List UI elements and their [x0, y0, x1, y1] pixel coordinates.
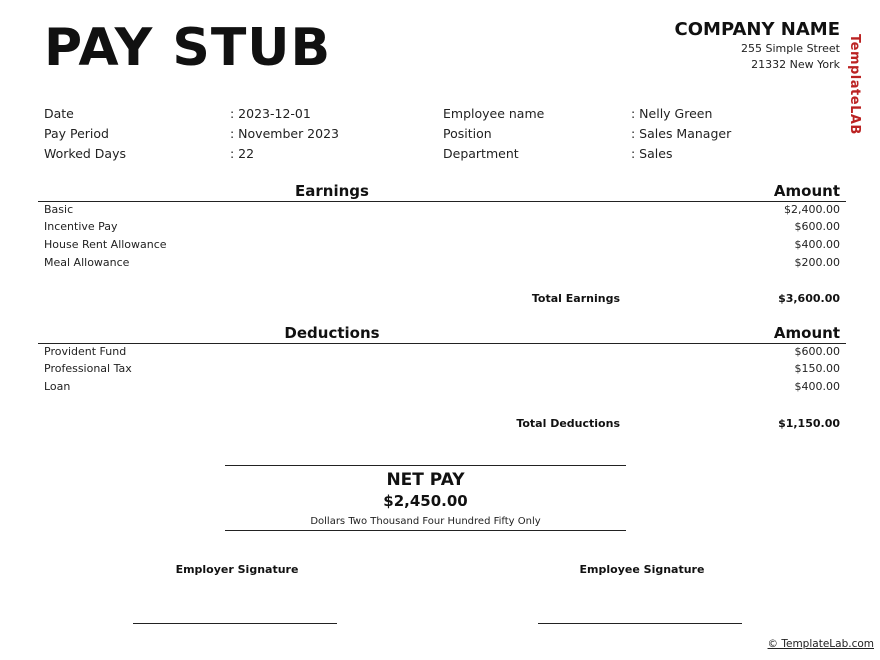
- earning-amount: $600.00: [794, 220, 840, 233]
- deduction-row: [44, 378, 840, 396]
- company-block: [675, 19, 840, 73]
- deduction-desc: Provident Fund: [44, 345, 127, 358]
- earning-desc: Basic: [44, 203, 74, 216]
- info-label: Position: [443, 126, 492, 141]
- total-deductions-value: $1,150.00: [778, 417, 840, 430]
- info-label: Date: [44, 106, 74, 121]
- info-value: : Nelly Green: [631, 106, 713, 121]
- earning-row: [44, 218, 840, 236]
- earning-desc: Meal Allowance: [44, 256, 130, 269]
- net-pay-bottom-rule: [225, 530, 626, 531]
- info-label: Pay Period: [44, 126, 109, 141]
- employee-signature-label: Employee Signature: [579, 563, 705, 576]
- total-earnings-row: [44, 290, 840, 308]
- net-pay-label: NET PAY: [386, 470, 465, 490]
- info-value: : 22: [230, 146, 255, 161]
- earning-desc: Incentive Pay: [44, 220, 118, 233]
- company-address-line1: 255 Simple Street: [741, 42, 840, 55]
- total-deductions-row: [44, 415, 840, 433]
- earnings-amount-header: Amount: [773, 182, 840, 200]
- total-deductions-label: Total Deductions: [516, 417, 620, 430]
- deductions-amount-header: Amount: [773, 324, 840, 342]
- earning-desc: House Rent Allowance: [44, 238, 167, 251]
- total-earnings-value: $3,600.00: [778, 292, 840, 305]
- deduction-row: [44, 343, 840, 361]
- company-name: COMPANY NAME: [674, 19, 840, 40]
- deduction-desc: Professional Tax: [44, 362, 132, 375]
- page-title: PAY STUB: [44, 18, 332, 78]
- copyright-link[interactable]: © TemplateLab.com: [767, 638, 874, 650]
- company-address-line2: 21332 New York: [751, 58, 840, 71]
- info-label: Employee name: [443, 106, 545, 121]
- info-value: : November 2023: [230, 126, 339, 141]
- employer-signature-label: Employer Signature: [175, 563, 299, 576]
- info-value: : Sales: [631, 146, 673, 161]
- earnings-header: [38, 181, 846, 202]
- deduction-desc: Loan: [44, 380, 71, 393]
- deduction-amount: $150.00: [794, 362, 840, 375]
- info-label: Department: [443, 146, 519, 161]
- net-pay-words: Dollars Two Thousand Four Hundred Fifty Only: [310, 516, 541, 527]
- info-value: : 2023-12-01: [230, 106, 311, 121]
- deduction-amount: $400.00: [794, 380, 840, 393]
- deduction-row: [44, 360, 840, 378]
- earning-amount: $2,400.00: [784, 203, 840, 216]
- earning-amount: $400.00: [794, 238, 840, 251]
- total-earnings-label: Total Earnings: [531, 292, 620, 305]
- deductions-header: [38, 323, 846, 344]
- earning-row: [44, 201, 840, 219]
- templatelab-watermark: TemplateLAB: [847, 34, 862, 135]
- earnings-title: Earnings: [295, 182, 369, 200]
- net-pay-block: [225, 469, 626, 530]
- employee-signature-line[interactable]: [538, 623, 742, 624]
- info-label: Worked Days: [44, 146, 127, 161]
- earning-row: [44, 254, 840, 272]
- deduction-amount: $600.00: [794, 345, 840, 358]
- deductions-title: Deductions: [284, 324, 380, 342]
- earning-row: [44, 236, 840, 254]
- net-pay-top-rule: [225, 465, 626, 466]
- employer-signature-line[interactable]: [133, 623, 337, 624]
- earning-amount: $200.00: [794, 256, 840, 269]
- info-value: : Sales Manager: [631, 126, 732, 141]
- net-pay-value: $2,450.00: [383, 492, 468, 510]
